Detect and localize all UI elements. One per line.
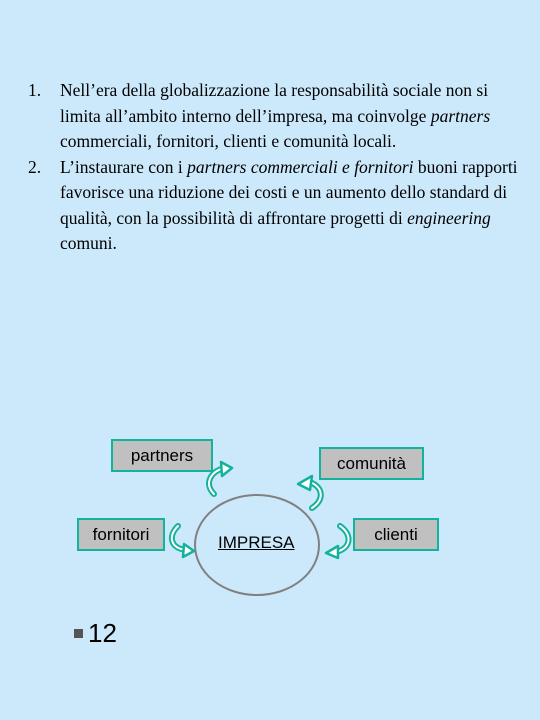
slide-number-text: 12	[88, 618, 117, 648]
slide-number	[74, 618, 117, 649]
item-italic: engineering	[407, 207, 491, 228]
comunita-box: comunità	[319, 447, 424, 480]
curved-arrow-icon	[326, 526, 349, 558]
fornitori-box: fornitori	[77, 518, 165, 551]
clienti-box: clienti	[353, 518, 439, 551]
item-text: Nell’era della globalizzazione la responsabilità sociale non si limita all’ambito interno dell’impresa, ma coinvolge	[60, 80, 489, 126]
bullet-icon	[74, 629, 83, 638]
curved-arrow-icon	[172, 526, 194, 557]
item-number: 2.	[28, 156, 42, 177]
item-text: buoni rapporti favorisce una riduzione dei costi e un aumento dello standard di qualità, con la possibilità di affrontare progetti di	[60, 156, 518, 228]
item-text: comuni.	[60, 233, 117, 253]
item-number: 1.	[28, 80, 42, 100]
item-italic: partners	[430, 105, 491, 126]
item-text: L’instaurare con i	[60, 156, 188, 177]
partners-box: partners	[111, 439, 213, 472]
item-italic: partners commerciali e fornitori	[187, 156, 414, 177]
impresa-label: IMPRESA	[218, 533, 295, 552]
item-text: commerciali, fornitori, clienti e comunità locali.	[60, 131, 397, 151]
curved-arrow-icon	[298, 476, 321, 508]
